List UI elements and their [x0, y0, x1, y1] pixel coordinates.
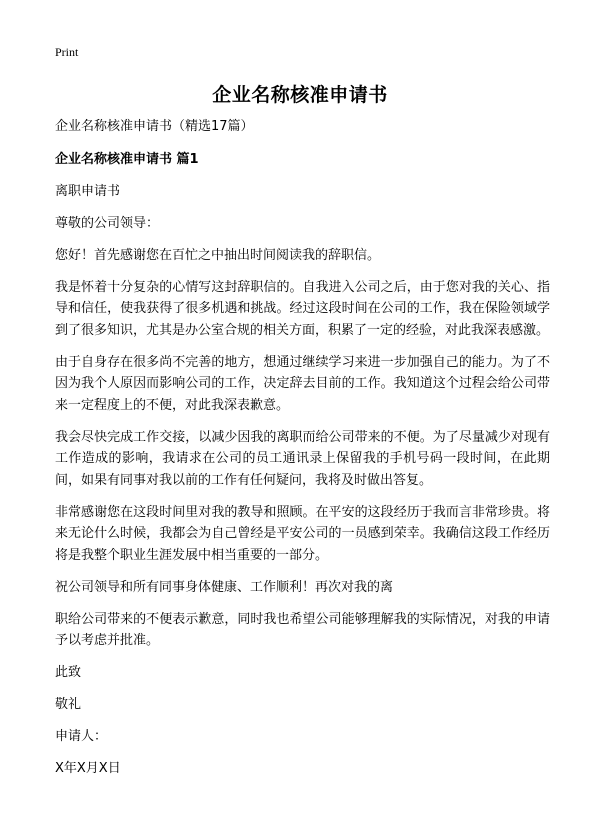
- paragraph-reason: 由于自身存在很多尚不完善的地方，想通过继续学习来进一步加强自己的能力。为了不因为我个人原因而影响公司的工作，决定辞去目前的工作。我知道这个过程会给公司带来一定程度上的不便，对此我深表歉意。: [55, 354, 550, 413]
- paragraph-thanks: 非常感谢您在这段时间里对我的教导和照顾。在平安的这段经历于我而言非常珍贵。将来无论什么时候，我都会为自己曾经是平安公司的一员感到荣幸。我确信这段工作经历将是我整个职业生涯发展中相当重要的一部分。: [55, 504, 550, 563]
- paragraph-wishes: 祝公司领导和所有同事身体健康、工作顺利！再次对我的离: [55, 579, 394, 595]
- section-heading: 企业名称核准申请书 篇1: [55, 151, 199, 167]
- paragraph-handover: 我会尽快完成工作交接，以减少因我的离职而给公司带来的不便。为了尽量减少对现有工作造成的影响，我请求在公司的员工通讯录上保留我的手机号码一段时间，在此期间，如果有同事对我以前的工作有任何疑问，我将及时做出答复。: [55, 429, 550, 488]
- print-link[interactable]: Print: [55, 45, 79, 59]
- closing-line-2: 敬礼: [55, 697, 82, 712]
- letter-title: 离职申请书: [55, 183, 121, 199]
- paragraph-greeting: 您好！首先感谢您在百忙之中抽出时间阅读我的辞职信。: [55, 247, 381, 263]
- paragraph-apology: 职给公司带来的不便表示歉意，同时我也希望公司能够理解我的实际情况，对我的申请予以考虑并批准。: [55, 611, 550, 648]
- salutation: 尊敬的公司领导：: [55, 215, 160, 231]
- document-body: [55, 116, 550, 790]
- document-subtitle: 企业名称核准申请书（精选17篇）: [55, 119, 254, 134]
- closing-line-1: 此致: [55, 665, 82, 680]
- date-text: X年X月X日: [55, 761, 121, 776]
- document-title: 企业名称核准申请书: [212, 84, 388, 106]
- applicant-label: 申请人：: [55, 729, 108, 744]
- paragraph-gratitude: 我是怀着十分复杂的心情写这封辞职信的。自我进入公司之后，由于您对我的关心、指导和信任，使我获得了很多机遇和挑战。经过这段时间在公司的工作，我在保险领域学到了很多知识，尤其是办公室合规的相关方面，积累了一定的经验，对此我深表感激。: [55, 279, 550, 338]
